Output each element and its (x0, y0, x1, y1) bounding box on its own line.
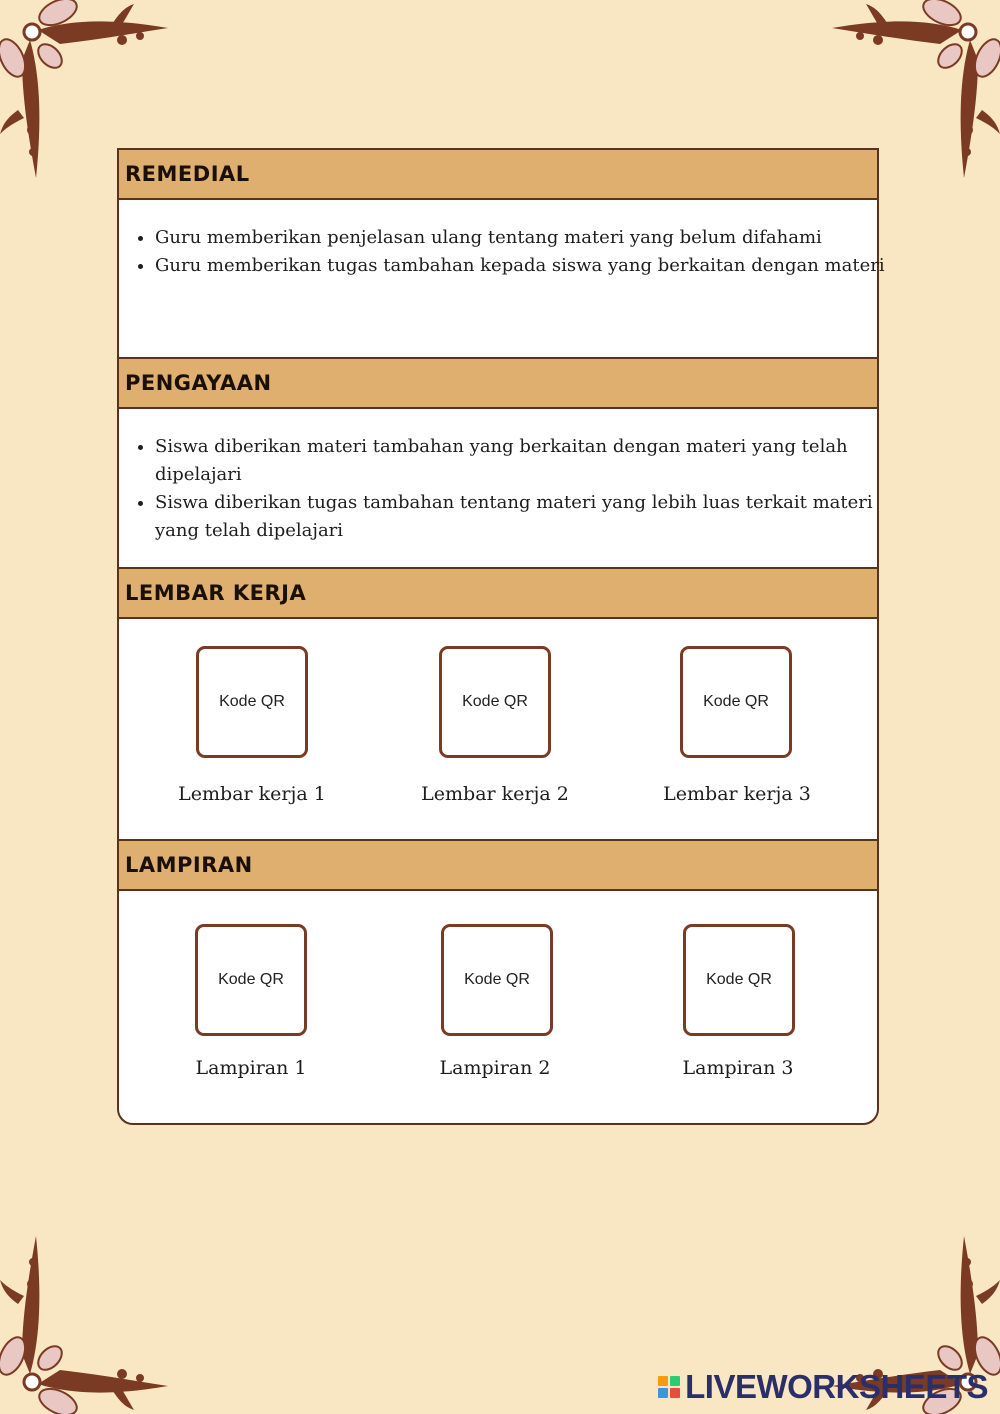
lampiran-header: LAMPIRAN (117, 839, 879, 891)
list-item: • Guru memberikan penjelasan ulang tentang materi yang belum difahami (155, 224, 895, 252)
remedial-list (131, 224, 895, 280)
lembar-kerja-header: LEMBAR KERJA (117, 567, 879, 619)
lembar-kerja-2-label: Lembar kerja 2 (421, 783, 569, 805)
qr-code-lampiran-2[interactable]: Kode QR (441, 924, 553, 1036)
lampiran-2-label: Lampiran 2 (439, 1057, 551, 1079)
qr-code-lampiran-3[interactable]: Kode QR (683, 924, 795, 1036)
lembar-kerja-1-label: Lembar kerja 1 (178, 783, 326, 805)
lampiran-3-label: Lampiran 3 (682, 1057, 794, 1079)
lembar-kerja-3-label: Lembar kerja 3 (663, 783, 811, 805)
qr-code-lembar-kerja-2[interactable]: Kode QR (439, 646, 551, 758)
corner-ornament-bottom-left (0, 1229, 185, 1414)
liveworksheets-logo-icon (658, 1376, 680, 1398)
remedial-header: REMEDIAL (117, 148, 879, 200)
content-card (117, 148, 885, 1125)
brand-name: LIVEWORKSHEETS (685, 1368, 988, 1405)
qr-code-lampiran-1[interactable]: Kode QR (195, 924, 307, 1036)
liveworksheets-logo (658, 1368, 988, 1406)
qr-code-lembar-kerja-1[interactable]: Kode QR (196, 646, 308, 758)
list-item: • Siswa diberikan materi tambahan yang berkaitan dengan materi yang telah dipelajari (155, 433, 895, 489)
lampiran-1-label: Lampiran 1 (195, 1057, 307, 1079)
pengayaan-list (131, 433, 895, 545)
list-item: • Guru memberikan tugas tambahan kepada siswa yang berkaitan dengan materi (155, 252, 895, 280)
list-item: • Siswa diberikan tugas tambahan tentang materi yang lebih luas terkait materi yang telah dipelajari (155, 489, 895, 545)
qr-code-lembar-kerja-3[interactable]: Kode QR (680, 646, 792, 758)
pengayaan-header: PENGAYAAN (117, 357, 879, 409)
